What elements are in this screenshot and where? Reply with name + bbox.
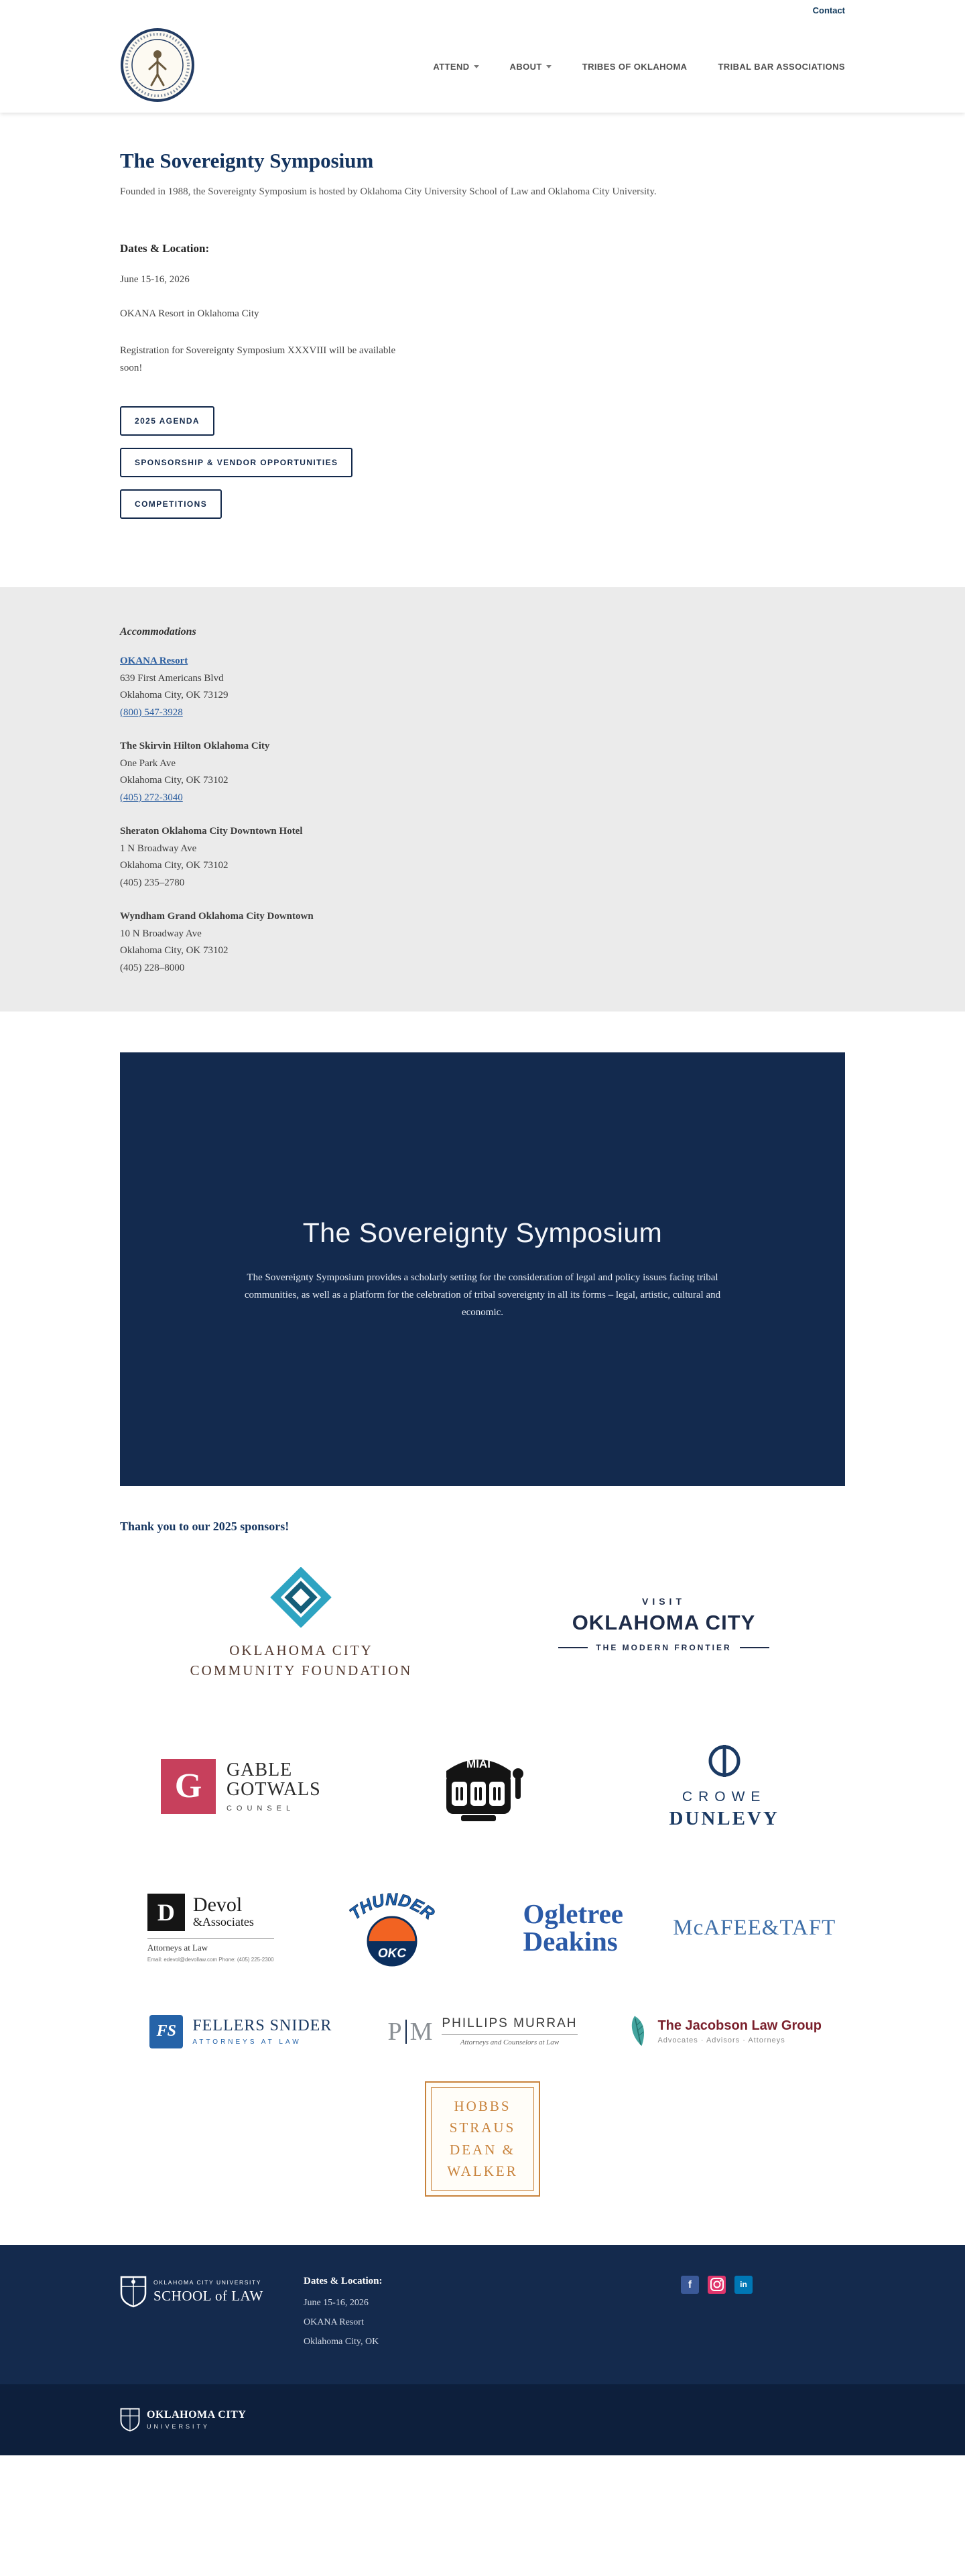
intro-description: Founded in 1988, the Sovereignty Symposium is hosted by Oklahoma City University School of Law and Oklahoma City University.	[120, 186, 657, 197]
intro-buttons	[120, 406, 845, 531]
crowe-line2: DUNLEVY	[669, 1807, 779, 1829]
contact-link[interactable]: Contact	[812, 5, 845, 15]
sponsors-heading: Thank you to our 2025 sponsors!	[120, 1520, 290, 1533]
accommodations-heading: Accommodations	[120, 626, 196, 637]
gable-line1: GABLE	[226, 1759, 293, 1780]
hotel-phone: (405) 235–2780	[120, 877, 185, 888]
footer-location-line1: OKANA Resort	[304, 2317, 364, 2327]
phillips-line2: Attorneys and Counselors at Law	[460, 2038, 560, 2047]
hotel-address1: 639 First Americans Blvd	[120, 672, 224, 684]
devol-line3: Attorneys at Law	[147, 1938, 274, 1953]
site-logo-seal[interactable]	[120, 27, 195, 106]
hero-wrapper	[0, 1011, 965, 1486]
hotel-sheraton	[120, 823, 845, 892]
hotel-address2: Oklahoma City, OK 73102	[120, 775, 229, 786]
sponsor-devol-associates[interactable]	[147, 1894, 274, 1963]
chevron-down-icon	[474, 65, 479, 68]
gable-line3: COUNSEL	[226, 1804, 296, 1813]
gable-line2: GOTWALS	[226, 1779, 321, 1800]
svg-text:MIAI: MIAI	[466, 1758, 491, 1771]
location-line: OKANA Resort in Oklahoma City	[120, 308, 259, 319]
footer-date-line: June 15-16, 2026	[304, 2297, 369, 2308]
hotel-name: Wyndham Grand Oklahoma City Downtown	[120, 911, 314, 922]
phillips-line1: PHILLIPS MURRAH	[442, 2016, 577, 2035]
agenda-button[interactable]: 2025 AGENDA	[120, 406, 214, 436]
footer-dates-heading: Dates & Location:	[304, 2275, 383, 2286]
hotel-address1: 10 N Broadway Ave	[120, 928, 202, 939]
nav-item-tribal-bar-associations[interactable]	[718, 62, 845, 72]
instagram-icon[interactable]	[708, 2276, 726, 2294]
devol-contact-line: Email: edevol@devollaw.com Phone: (405) 225-2300	[147, 1956, 274, 1963]
sponsor-row-4	[120, 2014, 845, 2049]
visitokc-visit: VISIT	[641, 1595, 686, 1607]
hobbs-line4: WALKER	[447, 2163, 518, 2180]
ocu-logo-line2: UNIVERSITY	[147, 2423, 210, 2431]
instagram-camera-glyph	[708, 2276, 726, 2293]
hotel-skirvin	[120, 738, 845, 806]
sponsor-gable-gotwals[interactable]	[161, 1759, 321, 1814]
visitokc-name: OKLAHOMA CITY	[572, 1610, 756, 1634]
tagline-rule	[558, 1647, 588, 1648]
hotel-phone: (405) 228–8000	[120, 962, 185, 973]
ocu-logo-text	[147, 2409, 246, 2430]
sponsor-row-1	[120, 1567, 845, 1681]
sponsor-ogletree-deakins[interactable]	[523, 1900, 624, 1955]
okccf-line2: COMMUNITY FOUNDATION	[190, 1662, 413, 1679]
fellers-line2: ATTORNEYS AT LAW	[192, 2038, 302, 2046]
footer	[0, 2245, 965, 2384]
sponsor-hobbs-straus[interactable]	[425, 2081, 540, 2197]
crowe-monogram-icon	[706, 1743, 743, 1779]
nav-item-tribes-of-oklahoma[interactable]	[582, 62, 688, 72]
thunder-basketball-icon	[342, 1884, 442, 1969]
hero-description: The Sovereignty Symposium provides a scholarly setting for the consideration of legal and policy issues facing tribal communities, as well as a platform for the celebration of tribal sovereignty in all its forms – legal, artistic, cultural and economic.	[244, 1272, 721, 1318]
hotel-address2: Oklahoma City, OK 73102	[120, 860, 229, 871]
competitions-button[interactable]: COMPETITIONS	[120, 489, 222, 519]
ogletree-line1: Ogletree	[523, 1898, 623, 1930]
okccf-diamond-icon	[268, 1567, 334, 1628]
hotel-address2: Oklahoma City, OK 73102	[120, 945, 229, 956]
nav-label: ABOUT	[509, 61, 542, 72]
footer-social-icons	[681, 2276, 753, 2294]
sponsor-fellers-snider[interactable]	[149, 2015, 332, 2048]
sponsor-visit-oklahoma-city[interactable]	[558, 1596, 769, 1652]
header-row	[0, 20, 965, 113]
sub-footer	[0, 2384, 965, 2455]
feather-icon	[623, 2012, 653, 2051]
chevron-down-icon	[546, 65, 552, 68]
hotel-phone-link[interactable]: (800) 547-3928	[120, 707, 183, 718]
svg-text:THUNDER: THUNDER	[346, 1890, 438, 1924]
sponsor-okc-community-foundation[interactable]	[190, 1567, 413, 1681]
sponsor-crowe-dunlevy[interactable]	[669, 1743, 779, 1830]
nav-item-attend[interactable]	[433, 62, 478, 72]
gable-monogram-icon: G	[161, 1759, 216, 1814]
linkedin-icon[interactable]: in	[734, 2276, 753, 2294]
hotel-phone-link[interactable]: (405) 272-3040	[120, 792, 183, 803]
devol-line2: &Associates	[192, 1915, 254, 1929]
school-of-law-shield-icon	[120, 2276, 147, 2308]
hotel-wyndham	[120, 908, 845, 977]
sponsor-row-3	[120, 1884, 845, 1973]
site-header	[0, 0, 965, 113]
footer-logo-line2: SCHOOL of LAW	[153, 2287, 263, 2304]
hotel-okana	[120, 653, 845, 721]
sponsor-miai[interactable]	[438, 1747, 527, 1825]
footer-logo-line1: OKLAHOMA CITY UNIVERSITY	[153, 2278, 262, 2286]
accommodations-section	[0, 587, 965, 1011]
slot-machine-icon	[438, 1747, 527, 1822]
sponsorship-button[interactable]: SPONSORSHIP & VENDOR OPPORTUNITIES	[120, 448, 352, 477]
sponsor-mcafee-taft[interactable]: McAFEE&TAFT	[673, 1915, 836, 1940]
hobbs-line2: STRAUS	[449, 2120, 516, 2136]
dates-location-heading: Dates & Location:	[120, 242, 210, 255]
crowe-line1: CROWE	[682, 1788, 767, 1804]
jacobson-line2: Advocates · Advisors · Attorneys	[657, 2036, 785, 2045]
sponsors-section	[0, 1486, 965, 2245]
sponsor-okc-thunder[interactable]	[342, 1884, 442, 1973]
hotel-address2: Oklahoma City, OK 73129	[120, 690, 229, 700]
hero-title: The Sovereignty Symposium	[302, 1217, 663, 1248]
nav-label: ATTEND	[433, 61, 470, 72]
phillips-monogram-icon: P M	[387, 2017, 433, 2046]
okccf-line1: OKLAHOMA CITY	[229, 1642, 373, 1658]
footer-location-line2: Oklahoma City, OK	[304, 2336, 379, 2347]
sovereignty-symposium-seal-icon	[120, 27, 195, 103]
ocu-shield-icon	[120, 2407, 140, 2433]
hobbs-line1: HOBBS	[454, 2097, 511, 2114]
hotel-name-link[interactable]: OKANA Resort	[120, 656, 188, 666]
hotel-name: The Skirvin Hilton Oklahoma City	[120, 741, 270, 751]
sponsor-row-5	[120, 2081, 845, 2197]
ogletree-line2: Deakins	[523, 1926, 618, 1957]
fellers-monogram-icon: FS	[149, 2015, 183, 2048]
sponsor-row-2	[120, 1743, 845, 1830]
ocu-logo-line1: OKLAHOMA CITY	[147, 2409, 247, 2421]
tagline-rule	[740, 1647, 769, 1648]
registration-note: Registration for Sovereignty Symposium XXXVIII will be available soon!	[120, 345, 396, 373]
footer-dates-block	[304, 2276, 498, 2356]
intro-section	[0, 113, 965, 587]
sponsor-phillips-murrah[interactable]	[387, 2016, 577, 2046]
footer-school-of-law-logo	[120, 2276, 304, 2308]
facebook-icon[interactable]: f	[681, 2276, 699, 2294]
devol-line1: Devol	[192, 1894, 243, 1916]
sponsor-jacobson-law-group[interactable]	[627, 2014, 821, 2049]
visitokc-tagline: THE MODERN FRONTIER	[596, 1642, 732, 1652]
nav-label: TRIBES OF OKLAHOMA	[582, 61, 688, 72]
hotel-address1: 1 N Broadway Ave	[120, 843, 197, 854]
nav-label: TRIBAL BAR ASSOCIATIONS	[718, 61, 845, 72]
jacobson-line1: The Jacobson Law Group	[657, 2018, 822, 2034]
hotel-address1: One Park Ave	[120, 757, 176, 769]
nav-item-about[interactable]	[510, 62, 552, 72]
hero-banner	[120, 1052, 845, 1486]
main-nav	[433, 62, 845, 72]
page-title: The Sovereignty Symposium	[120, 149, 374, 172]
top-bar	[0, 0, 965, 20]
hotel-name: Sheraton Oklahoma City Downtown Hotel	[120, 826, 303, 837]
fellers-line1: FELLERS SNIDER	[192, 2017, 332, 2035]
hobbs-line3: DEAN &	[450, 2141, 515, 2158]
svg-text:OKC: OKC	[377, 1946, 406, 1961]
date-line: June 15-16, 2026	[120, 274, 190, 285]
devol-monogram-icon: D	[147, 1894, 185, 1931]
